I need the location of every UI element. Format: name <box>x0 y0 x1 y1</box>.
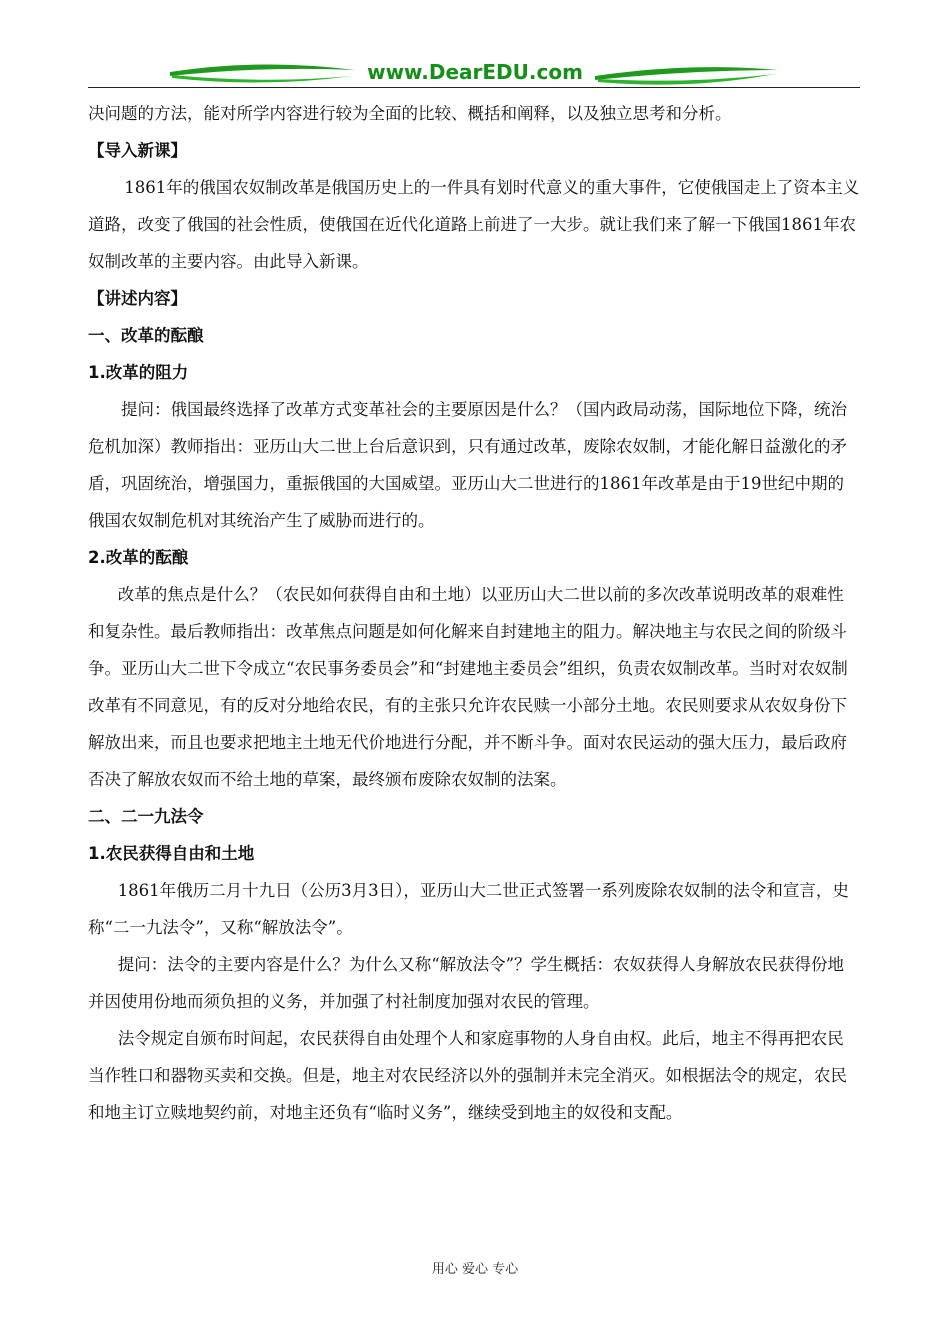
subsection-heading: 1.农民获得自由和土地 <box>88 844 255 863</box>
paragraph: 提问：俄国最终选择了改革方式变革社会的主要原因是什么？（国内政局动荡，国际地位下降，统治危机加深）教师指出：亚历山大二世上台后意识到，只有通过改革，废除农奴制，才能化解日益激化的矛盾，巩固统治，增强国力，重振俄国的大国威望。亚历山大二世进行的1861年改革是由于19世纪中期的俄国农奴制危机对其统治产生了威胁而进行的。 <box>88 400 847 530</box>
paragraph: 法令规定自颁布时间起，农民获得自由处理个人和家庭事物的人身自由权。此后，地主不得再把农民当作牲口和器物买卖和交换。但是，地主对农民经济以外的强制并未完全消灭。如根据法令的规定，农民和地主订立赎地契约前，对地主还负有“临时义务”，继续受到地主的奴役和支配。 <box>88 1029 847 1122</box>
paragraph: 1861年俄历二月十九日（公历3月3日），亚历山大二世正式签署一系列废除农奴制的法令和宣言，史称“二一九法令”，又称“解放法令”。 <box>88 881 849 937</box>
section-heading: 一、改革的酝酿 <box>88 326 204 345</box>
page-footer: 用心 爱心 专心 <box>431 1262 519 1277</box>
paragraph: 1861年的俄国农奴制改革是俄国历史上的一件具有划时代意义的重大事件，它使俄国走上了资本主义道路，改变了俄国的社会性质，使俄国在近代化道路上前进了一大步。就让我们来了解一下俄国1861年农奴制改革的主要内容。由此导入新课。 <box>88 178 860 271</box>
paragraph: 决问题的方法，能对所学内容进行较为全面的比较、概括和阐释，以及独立思考和分析。 <box>88 104 732 123</box>
subsection-heading: 1.改革的阻力 <box>88 363 189 382</box>
subsection-heading: 2.改革的酝酿 <box>88 548 189 567</box>
section-heading: 【讲述内容】 <box>88 289 187 308</box>
header-divider <box>88 87 860 88</box>
section-heading: 【导入新课】 <box>88 141 187 160</box>
document-body <box>88 95 860 1131</box>
site-header <box>0 54 950 90</box>
paragraph: 提问：法令的主要内容是什么？为什么又称“解放法令”？学生概括：农奴获得人身解放农民获得份地并因使用份地而须负担的义务，并加强了村社制度加强对农民的管理。 <box>88 955 845 1011</box>
paragraph: 改革的焦点是什么？（农民如何获得自由和土地）以亚历山大二世以前的多次改革说明改革的艰难性和复杂性。最后教师指出：改革焦点问题是如何化解来自封建地主的阻力。解决地主与农民之间的阶级斗争。亚历山大二世下令成立“农民事务委员会”和“封建地主委员会”组织，负责农奴制改革。当时对农奴制改革有不同意见，有的反对分地给农民，有的主张只允许农民赎一小部分土地。农民则要求从农奴身份下解放出来，而且也要求把地主土地无代价地进行分配，并不断斗争。面对农民运动的强大压力，最后政府否决了解放农奴而不给土地的草案，最终颁布废除农奴制的法案。 <box>88 585 848 789</box>
section-heading: 二、二一九法令 <box>88 807 204 826</box>
site-logo-text[interactable]: www.DearEDU.com <box>367 60 583 84</box>
